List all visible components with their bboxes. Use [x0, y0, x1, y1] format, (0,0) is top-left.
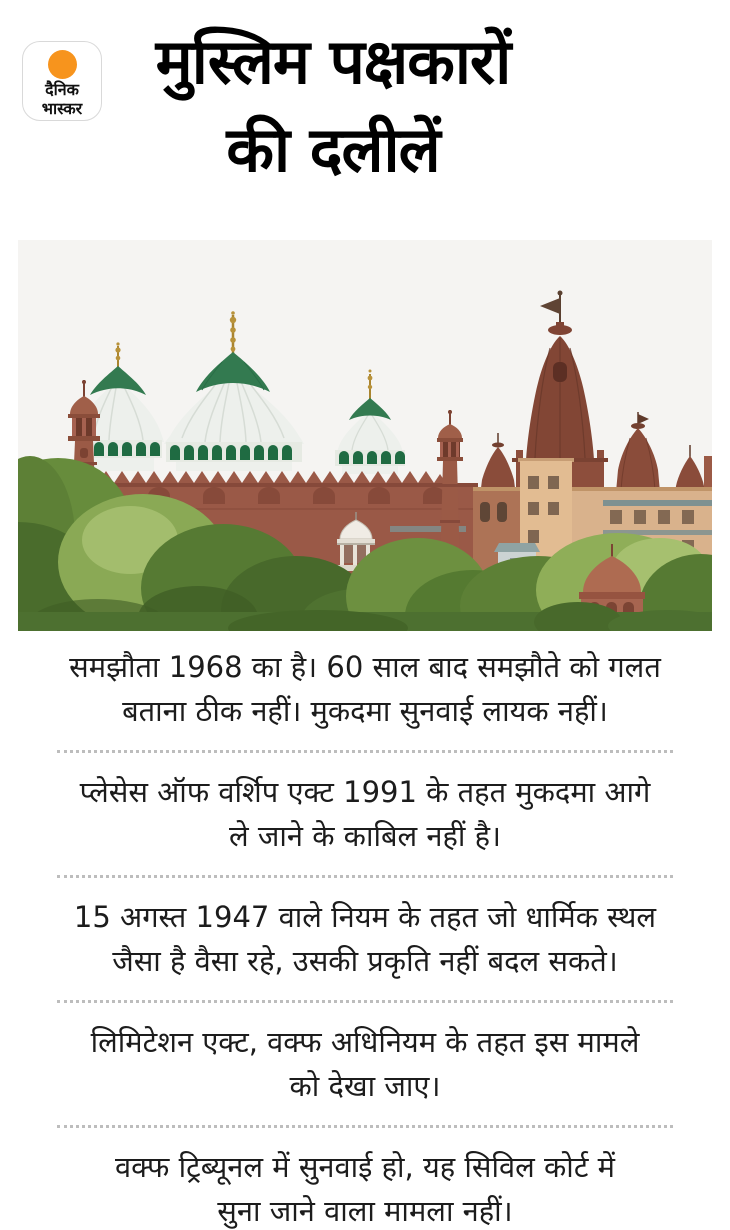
logo-text-line2: भास्कर	[41, 98, 83, 118]
dotted-separator	[57, 750, 673, 753]
logo-text-line1: दैनिक	[45, 80, 79, 99]
page-title-line2: की दलीलें	[226, 113, 440, 186]
header	[0, 18, 730, 240]
dainik-bhaskar-logo	[22, 41, 102, 121]
dotted-separator	[57, 1125, 673, 1128]
argument-item-5	[0, 1145, 730, 1230]
argument-5-line2: सुना जाने वाला मामला नहीं।	[217, 1194, 513, 1228]
argument-1-line1: समझौता 1968 का है। 60 साल बाद समझौते को गलत	[69, 650, 661, 684]
argument-5-line1: वक्फ ट्रिब्यूनल में सुनवाई हो, यह सिविल कोर्ट में	[114, 1150, 615, 1184]
page-title-line1: मुस्लिम पक्षकारों	[155, 25, 511, 98]
arguments-list	[0, 645, 730, 1230]
argument-3-line1: 15 अगस्त 1947 वाले नियम के तहत जो धार्मिक स्थल	[73, 900, 657, 934]
argument-2-line1: प्लेसेस ऑफ वर्शिप एक्ट 1991 के तहत मुकदमा आगे	[79, 775, 651, 809]
sun-icon	[48, 50, 77, 79]
news-photo-mosque-temple	[18, 240, 712, 631]
argument-3-line2: जैसा है वैसा रहे, उसकी प्रकृति नहीं बदल सकते।	[112, 944, 618, 978]
argument-item-1	[0, 645, 730, 733]
argument-item-3	[0, 895, 730, 983]
argument-4-line1: लिमिटेशन एक्ट, वक्फ अधिनियम के तहत इस मामले	[90, 1025, 640, 1059]
argument-2-line2: ले जाने के काबिल नहीं है।	[228, 819, 502, 853]
argument-item-2	[0, 770, 730, 858]
dotted-separator	[57, 875, 673, 878]
argument-item-4	[0, 1020, 730, 1108]
argument-1-line2: बताना ठीक नहीं। मुकदमा सुनवाई लायक नहीं।	[122, 694, 608, 728]
dotted-separator	[57, 1000, 673, 1003]
argument-4-line2: को देखा जाए।	[289, 1069, 441, 1103]
